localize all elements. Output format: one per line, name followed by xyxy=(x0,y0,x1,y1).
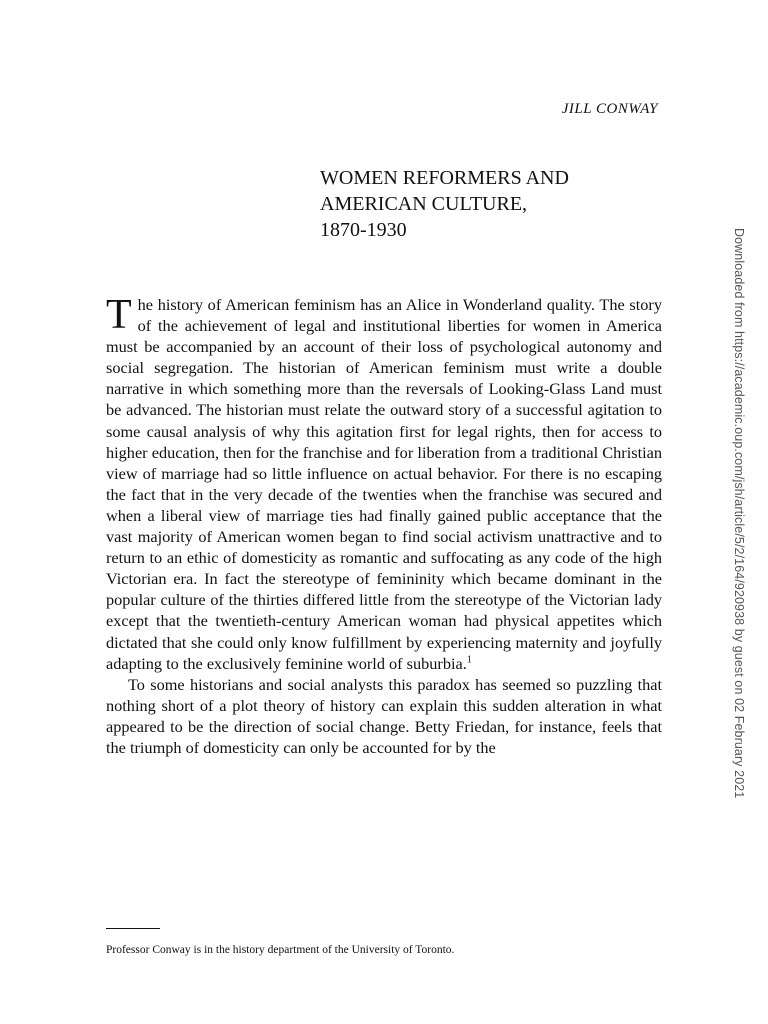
footnote-reference: 1 xyxy=(466,654,472,666)
article-title xyxy=(320,165,640,243)
author-name: JILL CONWAY xyxy=(561,101,658,117)
download-watermark: Downloaded from https://academic.oup.com/jsh/article/5/2/164/920938 by guest on 02 February 2021 xyxy=(732,228,746,799)
title-line: 1870-1930 xyxy=(320,219,407,241)
title-line: AMERICAN CULTURE, xyxy=(320,193,528,215)
footnote: Professor Conway is in the history department of the University of Toronto. xyxy=(106,944,455,956)
drop-cap: T xyxy=(106,292,132,338)
article-body xyxy=(106,294,662,758)
paragraph-2: To some historians and social analysts this paradox has seemed so puzzling that nothing short of a plot theory of history can explain this sudden alteration in what appeared to be the direction of social change. Betty Friedan, for instance, feels that the triumph of domesticity can only be accounted for by the xyxy=(106,674,662,757)
paragraph-1 xyxy=(106,294,662,674)
paragraph-1-text: he history of American feminism has an Alice in Wonderland quality. The story of the achievement of legal and institutional liberties for women in America must be accompanied by an account of their loss of psychological autonomy and social segregation. The historian of American feminism must write a double narrative in which something more than the reversals of Looking-Glass Land must be advanced. The historian must relate the outward story of a successful agitation to some causal analysis of why this agitation first for legal rights, then for access to higher education, then for the franchise and for liberation from a traditional Christian view of marriage had so little influence on actual behavior. For there is no escaping the fact that in the very decade of the twenties when the franchise was secured and when a liberal view of marriage ties had finally gained public acceptance that the vast majority of American women began to find social activism unattractive and to return to an ethic of domesticity as romantic and suffocating as any code of the high Victorian era. In fact the stereotype of femininity which became dominant in the popular culture of the thirties differed little from the stereotype of the Victorian lady except that the twentieth-century American woman had physical appetites which dictated that she could only know fulfillment by experiencing maternity and joyfully adapting to the exclusively feminine world of suburbia. xyxy=(106,295,662,673)
footnote-divider xyxy=(106,928,160,929)
title-line: WOMEN REFORMERS AND xyxy=(320,167,569,189)
